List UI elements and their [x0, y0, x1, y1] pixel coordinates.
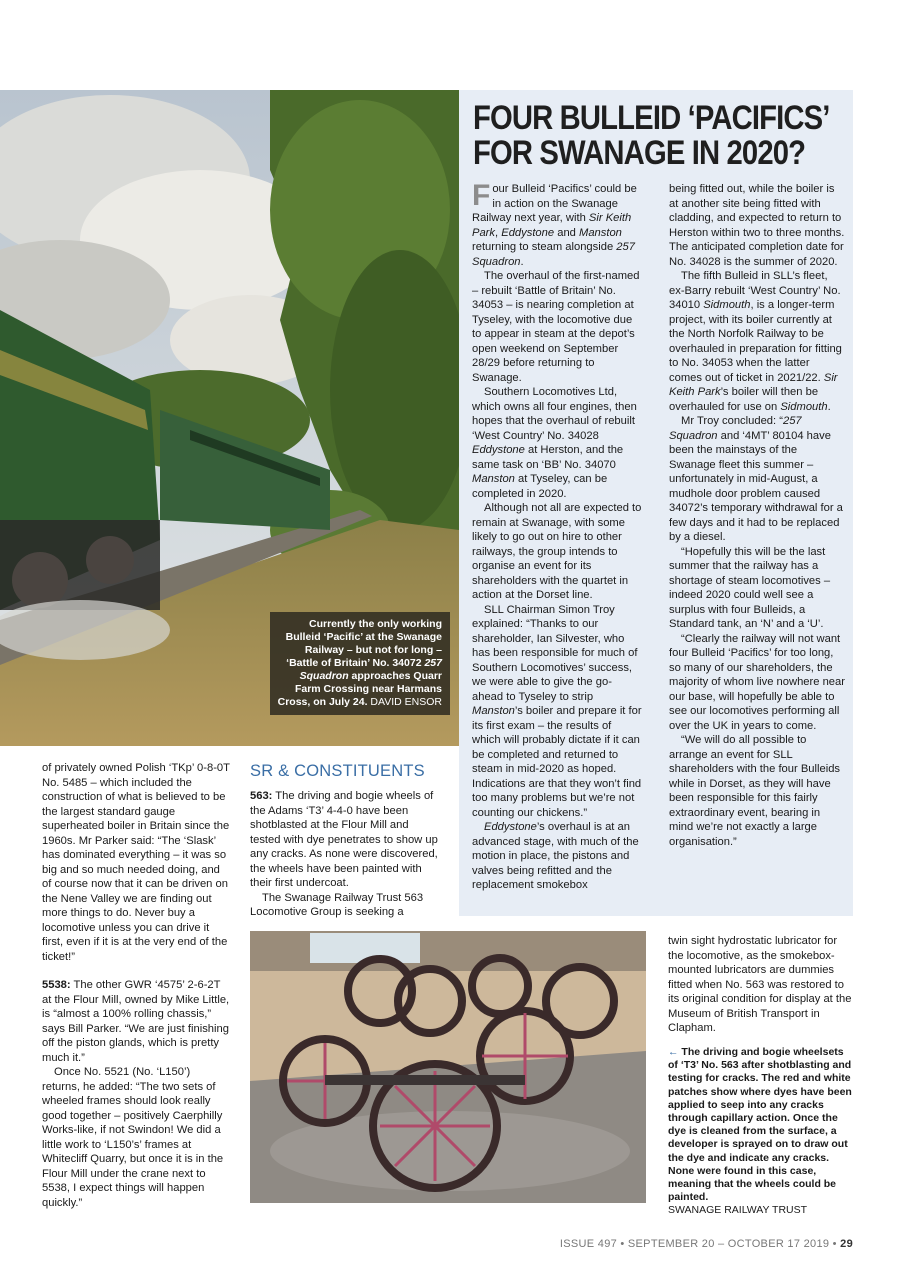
drop-cap: F [472, 179, 491, 212]
feature-column-1 [472, 179, 642, 893]
paragraph: Four Bulleid ‘Pacifics’ could be in action on the Swanage Railway next year, with Sir Keith Park, Eddystone and Manston returning to steam alongside 257 Squadron. [472, 179, 637, 268]
caption-text-italic: 257 Squadron [299, 657, 442, 682]
page-number: 29 [840, 1238, 853, 1250]
arrow-left-icon: ← [668, 1046, 679, 1058]
wheels-photo-illustration [250, 931, 646, 1203]
section-heading: SR & CONSTITUENTS [250, 762, 425, 780]
caption-text-bold: Currently the only working Bulleid ‘Pacific’ at the Swanage Railway – but not for long – ‘Battle of Britain’ No. 34072 [285, 618, 442, 669]
sr-section-continued [668, 934, 854, 1036]
paragraph: SLL Chairman Simon Troy explained: “Thanks to our shareholder, Ian Silvester, who has been responsible for much of Southern Locomotives’ success, we were able to give the go-ahead to Tyseley to strip Manston’s boiler and prepare it for its first exam – the results of which will probably dictate if it can be completed and returned to steam in mid-2020 as hoped. Indications are that they won’t find too many problems but we’re not counting our chickens.” [472, 603, 642, 819]
headline-line-2: FOR SWANAGE IN 2020? [473, 134, 806, 172]
paragraph: Mr Troy concluded: “257 Squadron and ‘4MT’ 80104 have been the mainstays of the Swanage fleet this summer – unfortunately in mid-August, a mudhole door problem caused 34072’s temporary withdrawal for a few days and it had to be replaced by a diesel. [669, 415, 843, 543]
paragraph: 563: The driving and bogie wheels of the Adams ‘T3’ 4-4-0 have been shotblasted at the Flour Mill and tested with dye penetrates to show up any cracks. As none were discovered, the wheels have been painted with their first undercoat. [250, 790, 438, 889]
article-headline [473, 101, 848, 171]
train-photo-caption [270, 612, 450, 715]
caption-text-bold2: approaches Quarr Farm Crossing near Harmans Cross, on July 24. [277, 670, 442, 708]
sr-section [250, 761, 438, 920]
photo-credit: DAVID ENSOR [370, 696, 442, 708]
paragraph: 5538: The other GWR ‘4575’ 2-6-2T at the Flour Mill, owned by Mike Little, is “almost a 100% rolling chassis,” says Bill Parker. “We are just finishing off the piston glands, which is pretty much it.” [42, 979, 230, 1064]
paragraph: “We will do all possible to arrange an event for SLL shareholders with the four Bulleids while in Dorset, as they will have been responsible for this fairly extraordinary event, bearing in mind we’re not exactly a large organisation.” [669, 734, 841, 848]
paragraph: Southern Locomotives Ltd, which owns all four engines, then hopes that the overhaul of rebuilt ‘West Country’ No. 34028 Eddystone at Herston, and the same task on ‘BB’ No. 34070 Manston at Tyseley, can be completed in 2020. [472, 386, 637, 500]
paragraph: “Hopefully this will be the last summer that the railway has a shortage of steam locomotives – indeed 2020 could well see a surplus with four Bulleids, a Standard tank, an ‘N’ and a ‘U’. [669, 545, 831, 630]
paragraph: The overhaul of the first-named – rebuilt ‘Battle of Britain’ No. 34053 – is nearing completion at Tyseley, with the locomotive due to appear in steam at the depot’s open weekend on September 28/29 before returning to Swanage. [472, 270, 640, 384]
issue-info: ISSUE 497 • SEPTEMBER 20 – OCTOBER 17 2019 • [559, 1238, 837, 1250]
feature-column-2 [669, 182, 845, 849]
paragraph: being fitted out, while the boiler is at another site being fitted with cladding, and expected to return to Herston within two to three months. The anticipated completion date for No. 34028 is the summer of 2020. [669, 183, 845, 268]
paragraph: Eddystone’s overhaul is at an advanced stage, with much of the motion in place, the pistons and valves being refitted and the replacement smokebox [472, 821, 639, 891]
wheels-photo-caption [668, 1046, 856, 1218]
paragraph: Once No. 5521 (No. ‘L150’) returns, he added: “The two sets of wheeled frames should look really good together – positively Caerphilly Works-like, if not Swindon! We did a little work to ‘L150’s’ frames at Whitecliff Quarry, but once it is in the Flour Mill under the crane next to 5538, I expect things will happen quickly.” [42, 1066, 224, 1209]
caption-text: The driving and bogie wheelsets of ‘T3’ No. 563 after shotblasting and testing for cracks. The red and white patches show where dyes have been applied to seep into any cracks through capillary action. Once the dye is cleaned from the surface, a developer is sprayed on to draw out the dye and indicate any cracks. None were found in this case, meaning that the wheels could be painted. [668, 1046, 852, 1204]
left-column [42, 761, 231, 1210]
paragraph: Although not all are expected to remain at Swanage, with some likely to go out on hire to other railways, the group intends to organise an event for its shareholders with the quartet in action at the Dorset line. [472, 502, 642, 601]
headline-line-1: FOUR BULLEID ‘PACIFICS’ [473, 99, 830, 137]
page-footer [560, 1238, 853, 1250]
paragraph: “Clearly the railway will not want four Bulleid ‘Pacifics’ for too long, so many of our shareholders, the majority of whom live nowhere near our base, will hopefully be able to see our locomotives performing all over the UK in years to come. [669, 632, 845, 732]
paragraph: The fifth Bulleid in SLL’s fleet, ex-Barry rebuilt ‘West Country’ No. 34010 Sidmouth, is a longer-term project, with its boiler currently at the North Norfolk Railway to be overhauled in preparation for fitting to No. 34053 when the latter comes out of ticket in 2021/22. Sir Keith Park’s boiler will then be overhauled for use on Sidmouth. [669, 270, 842, 413]
paragraph: twin sight hydrostatic lubricator for the locomotive, as the smokebox-mounted lubricators are dummies fitted when No. 563 was restored to its original condition for display at the Museum of British Transport in Clapham. [668, 935, 852, 1034]
photo-credit: SWANAGE RAILWAY TRUST [668, 1204, 808, 1217]
wheels-photo [250, 931, 646, 1203]
paragraph: of privately owned Polish ‘TKp’ 0-8-0T No. 5485 – which included the construction of what is believed to be the largest standard gauge superheated boiler in Britain since the 1960s. Mr Parker said: “The ‘Slask’ has dominated everything – it was so big and so much needed doing, and of course now that it can be driven on the Nene Valley we are finding out more things to do. Never buy a locomotive unless you can drive it first, even if it is at the very end of the ticket!” [42, 762, 230, 963]
paragraph: The Swanage Railway Trust 563 Locomotive Group is seeking a [250, 891, 424, 918]
